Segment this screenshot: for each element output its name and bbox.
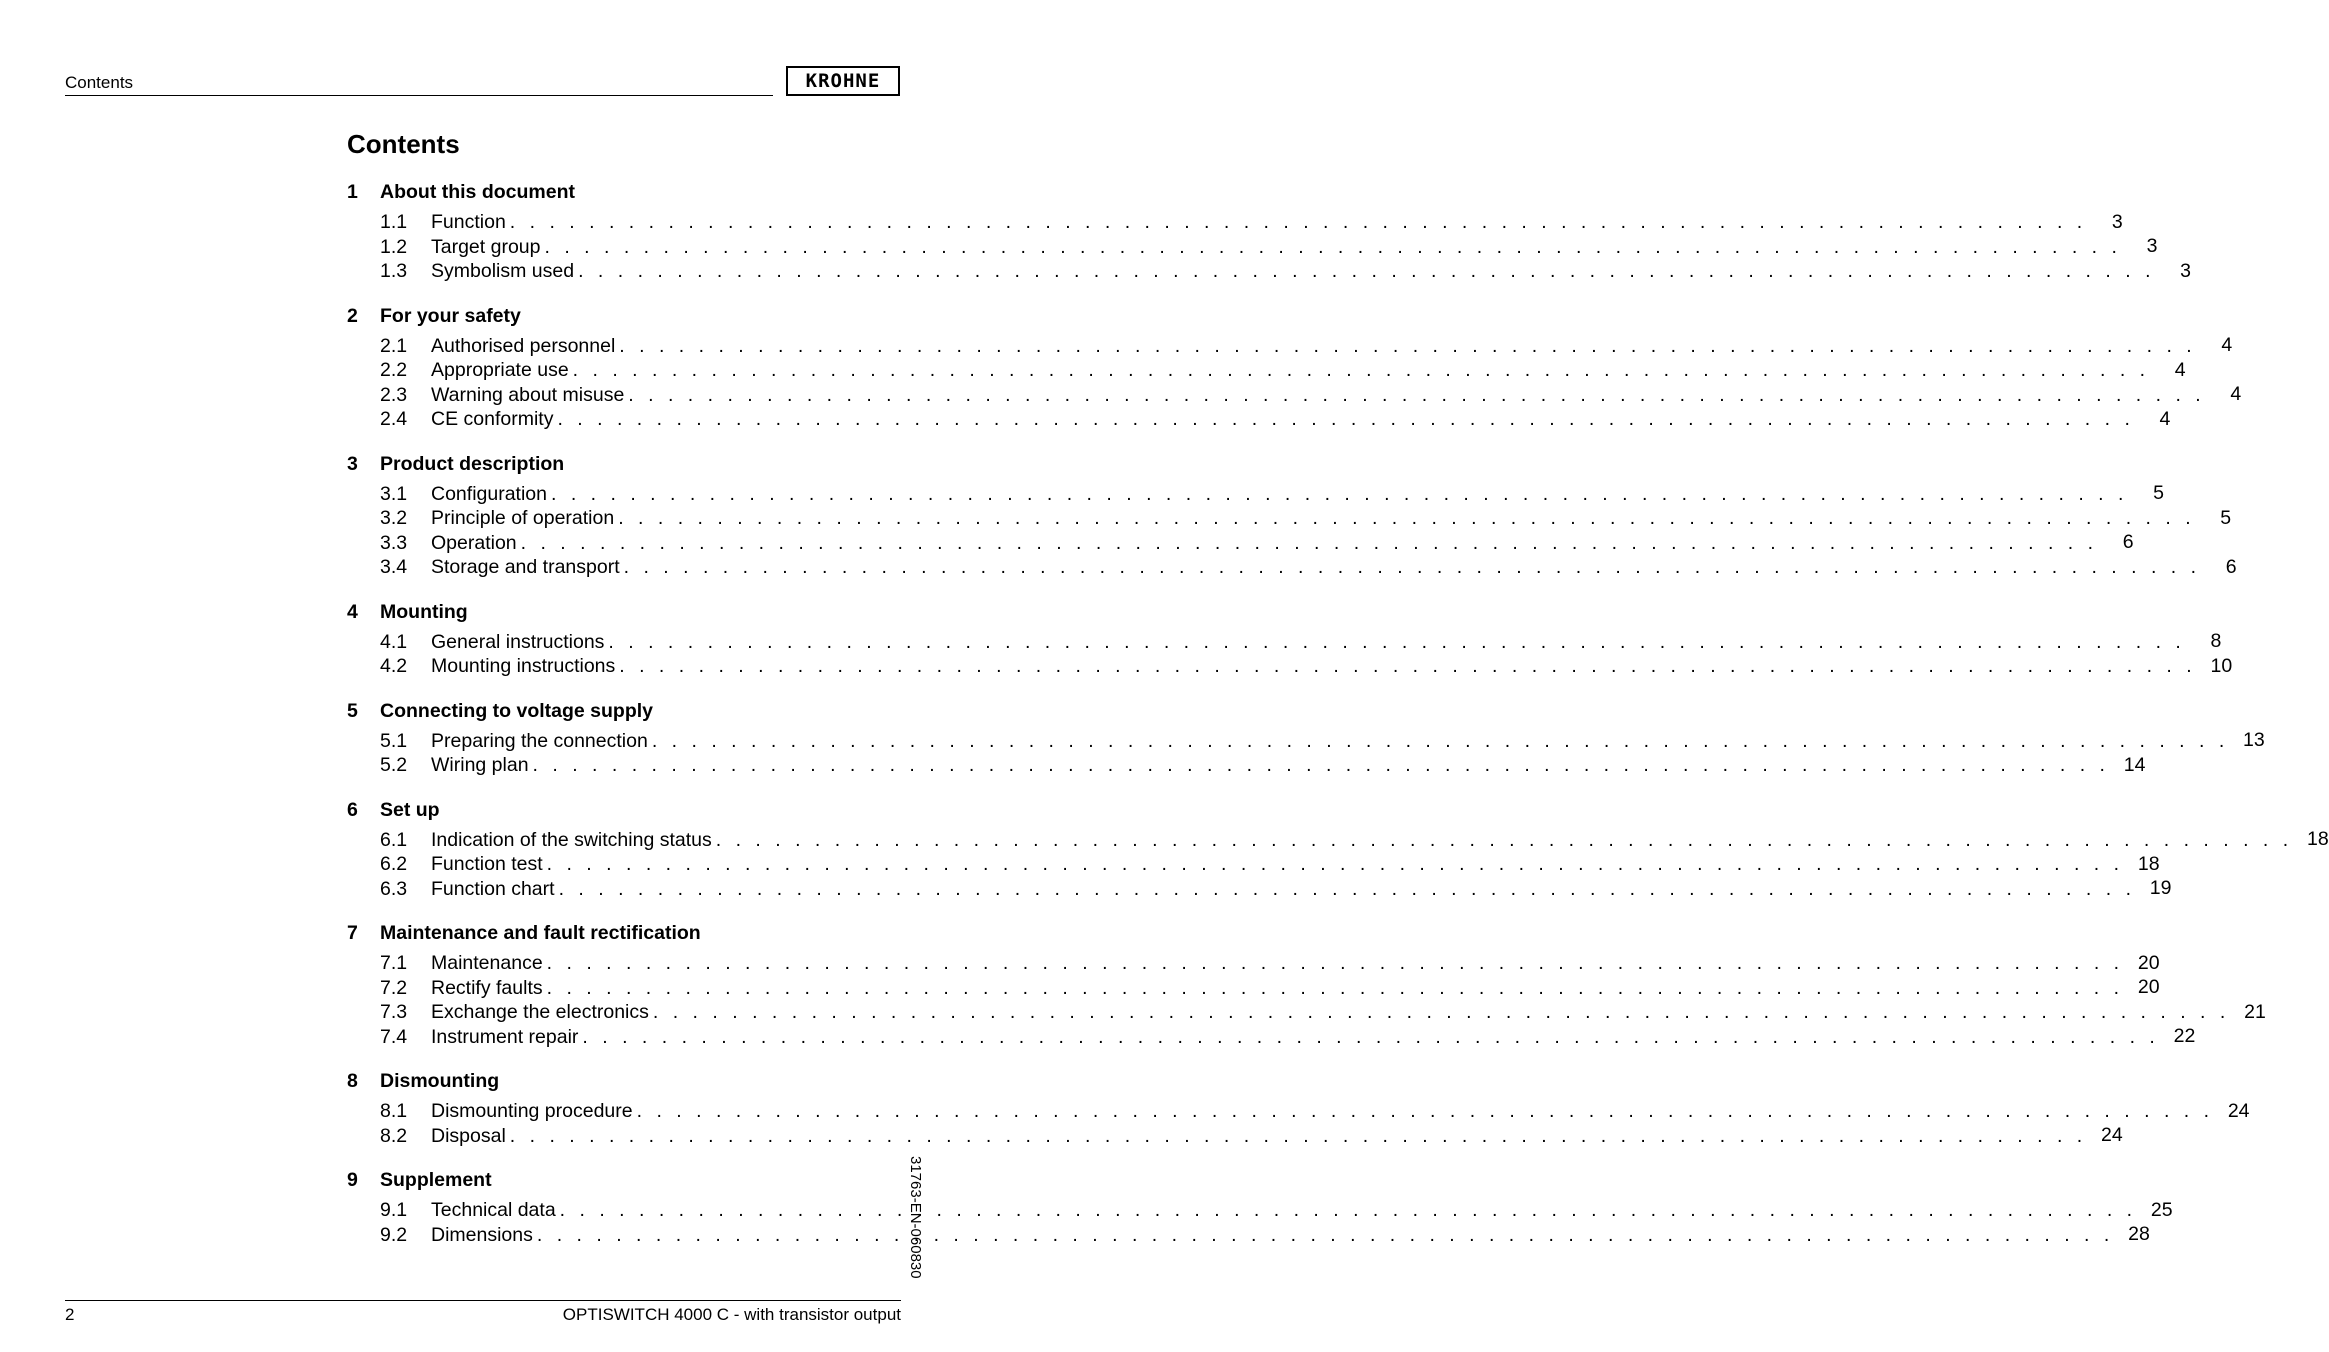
toc-chapter-number: 3 (347, 452, 358, 475)
toc-chapter-heading[interactable] (347, 180, 901, 204)
toc-chapter-number: 5 (347, 699, 358, 722)
toc-chapter-heading[interactable] (347, 1168, 901, 1192)
toc-entry-title: Wiring plan (431, 754, 529, 776)
toc-dot-leader: . . . . . . . . . . . . . . . . . . . . . . . . . . . . . . . . . . . . . . . . . . . . . . . . . . . . . . . . . . . . . . . . . . . . . . . . . . . . . . . . (544, 235, 2122, 258)
toc-chapter-heading[interactable] (347, 600, 901, 624)
toc-chapter-heading[interactable] (347, 452, 901, 476)
toc-entry-number: 2.3 (380, 383, 408, 406)
toc-dot-leader: . . . . . . . . . . . . . . . . . . . . . . . . . . . . . . . . . . . . . . . . . . . . . . . . . . . . . . . . . . . . . . . . . . . . . . . . . . . . . . . . (558, 877, 2136, 900)
toc-entry-page: 21 (2244, 1000, 2266, 1023)
toc-entry-page: 22 (2173, 1025, 2196, 1047)
toc-chapter-heading[interactable] (347, 1069, 901, 1093)
toc-entry[interactable] (347, 1198, 2173, 1223)
footer-page-number: 2 (65, 1305, 75, 1324)
toc-dot-leader: . . . . . . . . . . . . . . . . . . . . . . . . . . . . . . . . . . . . . . . . . . . . . . . . . . . . . . . . . . . . . . . . . . . . . . . . . . . . . . . . (546, 976, 2124, 999)
toc-entry-page: 4 (2221, 334, 2233, 356)
toc-chapter (347, 600, 2233, 679)
document-code: 31763-EN-060830 (907, 1156, 924, 1279)
header-rule (65, 95, 773, 96)
toc-chapter-title: Set up (380, 798, 440, 821)
toc-dot-leader: . . . . . . . . . . . . . . . . . . . . . . . . . . . . . . . . . . . . . . . . . . . . . . . . . . . . . . . . . . . . . . . . . . . . . . . . . . . . . . . . (509, 211, 2087, 233)
toc-entry-page: 4 (2159, 407, 2171, 430)
toc-entry-number: 3.2 (380, 507, 408, 529)
toc-entry-number: 6.2 (380, 853, 408, 875)
toc-dot-leader: . . . . . . . . . . . . . . . . . . . . . . . . . . . . . . . . . . . . . . . . . . . . . . . . . . . . . . . . . . . . . . . . . . . . . . . . . . . . . . . . (715, 828, 2293, 851)
toc-chapter-heading[interactable] (347, 798, 901, 822)
toc-entry-number: 1.1 (380, 211, 408, 233)
toc-chapter-number: 6 (347, 798, 358, 821)
toc-entry-number: 7.3 (380, 1001, 408, 1023)
header-title: Contents (65, 73, 134, 92)
toc-dot-leader: . . . . . . . . . . . . . . . . . . . . . . . . . . . . . . . . . . . . . . . . . . . . . . . . . . . . . . . . . . . . . . . . . . . . . . . . . . . . . . . . (652, 1001, 2230, 1023)
toc-entry-number: 2.4 (380, 408, 408, 430)
toc-entry-title: CE conformity (431, 408, 554, 430)
toc-chapter-number: 4 (347, 600, 358, 623)
toc-chapter-title: For your safety (380, 304, 521, 327)
toc-entry-number: 6.3 (380, 877, 408, 900)
toc-entry-page: 3 (2146, 235, 2158, 257)
toc-chapter-title: Product description (380, 452, 565, 475)
toc-entry-title: Maintenance (431, 952, 543, 974)
toc-dot-leader: . . . . . . . . . . . . . . . . . . . . . . . . . . . . . . . . . . . . . . . . . . . . . . . . . . . . . . . . . . . . . . . . . . . . . . . . . . . . . . . . (651, 729, 2229, 752)
toc-dot-leader: . . . . . . . . . . . . . . . . . . . . . . . . . . . . . . . . . . . . . . . . . . . . . . . . . . . . . . . . . . . . . . . . . . . . . . . . . . . . . . . . (532, 754, 2110, 776)
toc-entry-page: 6 (2122, 531, 2134, 553)
toc-entry[interactable] (347, 729, 2265, 754)
toc-entry-title: Indication of the switching status (431, 828, 712, 851)
toc-entry-number: 2.1 (380, 334, 408, 357)
toc-dot-leader: . . . . . . . . . . . . . . . . . . . . . . . . . . . . . . . . . . . . . . . . . . . . . . . . . . . . . . . . . . . . . . . . . . . . . . . . . . . . . . . . (608, 630, 2186, 653)
toc-entry[interactable] (347, 334, 2233, 359)
toc-entry-number: 5.2 (380, 754, 408, 776)
toc-entry-page: 28 (2128, 1223, 2150, 1245)
toc-entry-number: 8.1 (380, 1100, 408, 1122)
toc-entry-page: 3 (2111, 210, 2123, 233)
toc-chapter-heading[interactable] (347, 921, 901, 945)
toc-entry[interactable] (347, 407, 2171, 432)
toc-dot-leader: . . . . . . . . . . . . . . . . . . . . . . . . . . . . . . . . . . . . . . . . . . . . . . . . . . . . . . . . . . . . . . . . . . . . . . . . . . . . . . . . (623, 556, 2201, 578)
toc-chapter (347, 180, 2191, 284)
toc-entry[interactable] (347, 555, 2237, 580)
toc-chapter (347, 699, 2265, 778)
toc-entry-title: Authorised personnel (431, 334, 616, 357)
toc-entry-title: Configuration (431, 482, 547, 505)
toc-entry-title: Principle of operation (431, 507, 615, 529)
toc-chapter-number: 8 (347, 1070, 358, 1092)
toc-entry[interactable] (347, 654, 2233, 679)
toc-dot-leader: . . . . . . . . . . . . . . . . . . . . . . . . . . . . . . . . . . . . . . . . . . . . . . . . . . . . . . . . . . . . . . . . . . . . . . . . . . . . . . . . (520, 531, 2098, 554)
toc-dot-leader: . . . . . . . . . . . . . . . . . . . . . . . . . . . . . . . . . . . . . . . . . . . . . . . . . . . . . . . . . . . . . . . . . . . . . . . . . . . . . . . . (578, 260, 2155, 282)
toc-entry-page: 18 (2306, 828, 2329, 850)
toc-entry-page: 8 (2210, 630, 2222, 652)
toc-dot-leader: . . . . . . . . . . . . . . . . . . . . . . . . . . . . . . . . . . . . . . . . . . . . . . . . . . . . . . . . . . . . . . . . . . . . . . . . . . . . . . . . (619, 334, 2197, 357)
toc-entry-number: 3.4 (380, 556, 408, 578)
toc-entry[interactable] (347, 1025, 2196, 1050)
krohne-logo: KROHNE (786, 66, 900, 96)
toc-entry[interactable] (347, 976, 2160, 1001)
toc-entry-page: 5 (2153, 482, 2164, 504)
toc-entry-number: 4.1 (380, 630, 408, 653)
toc-entry-title: General instructions (431, 630, 605, 653)
toc-entry[interactable] (347, 1223, 2150, 1248)
toc-chapter-number: 2 (347, 304, 358, 327)
toc-entry-title: Target group (431, 235, 541, 258)
toc-entry-title: Function test (431, 853, 543, 875)
toc-entry[interactable] (347, 210, 2123, 235)
toc-entry[interactable] (347, 259, 2191, 284)
toc-entry-page: 18 (2137, 852, 2160, 875)
toc-dot-leader: . . . . . . . . . . . . . . . . . . . . . . . . . . . . . . . . . . . . . . . . . . . . . . . . . . . . . . . . . . . . . . . . . . . . . . . . . . . . . . . . (619, 655, 2197, 677)
toc-entry-title: Function (431, 211, 506, 233)
toc-chapter-number: 9 (347, 1169, 358, 1191)
toc-entry-title: Preparing the connection (431, 729, 648, 752)
toc-entry-page: 4 (2230, 383, 2242, 405)
toc-entry[interactable] (347, 482, 2164, 507)
toc-entry-number: 5.1 (380, 729, 408, 752)
toc-chapter (347, 798, 2329, 902)
toc-dot-leader: . . . . . . . . . . . . . . . . . . . . . . . . . . . . . . . . . . . . . . . . . . . . . . . . . . . . . . . . . . . . . . . . . . . . . . . . . . . . . . . . (636, 1100, 2214, 1122)
toc-entry-title: Rectify faults (431, 976, 543, 999)
toc-dot-leader: . . . . . . . . . . . . . . . . . . . . . . . . . . . . . . . . . . . . . . . . . . . . . . . . . . . . . . . . . . . . . . . . . . . . . . . . . . . . . . . . (618, 507, 2196, 529)
toc-entry-page: 10 (2210, 654, 2233, 677)
toc-entry[interactable] (347, 235, 2158, 260)
toc-entry-number: 7.4 (380, 1025, 408, 1048)
toc-dot-leader: . . . . . . . . . . . . . . . . . . . . . . . . . . . . . . . . . . . . . . . . . . . . . . . . . . . . . . . . . . . . . . . . . . . . . . . . . . . . . . . . (572, 359, 2150, 381)
toc-entry-title: Disposal (431, 1124, 506, 1147)
toc-entry-title: Instrument repair (431, 1025, 579, 1048)
toc-entry-page: 13 (2243, 729, 2265, 751)
toc-entry-title: Mounting instructions (431, 655, 616, 677)
toc-entry-page: 24 (2101, 1124, 2123, 1146)
toc-entry-number: 3.3 (380, 531, 408, 554)
toc-entry[interactable] (347, 531, 2134, 556)
footer-rule (65, 1300, 901, 1301)
toc-entry-number: 1.2 (380, 235, 408, 258)
footer-product-name: OPTISWITCH 4000 C - with transistor output (562, 1305, 901, 1324)
toc-chapter (347, 304, 2242, 432)
toc-chapter-title: Maintenance and fault rectification (380, 922, 701, 944)
toc-dot-leader: . . . . . . . . . . . . . . . . . . . . . . . . . . . . . . . . . . . . . . . . . . . . . . . . . . . . . . . . . . . . . . . . . . . . . . . . . . . . . . . . (509, 1124, 2087, 1147)
toc-entry-number: 2.2 (380, 359, 408, 381)
toc-entry-title: Symbolism used (431, 260, 575, 282)
toc-entry-title: Function chart (431, 877, 555, 900)
toc-entry-title: Technical data (431, 1199, 556, 1221)
toc-chapter (347, 452, 2237, 580)
toc-chapter-title: Connecting to voltage supply (380, 699, 654, 722)
toc-entry-number: 7.2 (380, 976, 408, 999)
toc-entry-page: 3 (2180, 259, 2191, 282)
toc-dot-leader: . . . . . . . . . . . . . . . . . . . . . . . . . . . . . . . . . . . . . . . . . . . . . . . . . . . . . . . . . . . . . . . . . . . . . . . . . . . . . . . . (582, 1025, 2160, 1048)
toc-entry-page: 14 (2123, 753, 2146, 776)
toc-entry-title: Dimensions (431, 1223, 533, 1246)
toc-entry-page: 25 (2150, 1198, 2173, 1221)
toc-chapter-heading[interactable] (347, 699, 901, 723)
toc-dot-leader: . . . . . . . . . . . . . . . . . . . . . . . . . . . . . . . . . . . . . . . . . . . . . . . . . . . . . . . . . . . . . . . . . . . . . . . . . . . . . . . . (546, 952, 2124, 974)
toc-entry-title: Dismounting procedure (431, 1100, 633, 1122)
toc-chapter-number: 7 (347, 922, 358, 944)
toc-entry-page: 20 (2137, 976, 2160, 998)
toc-entry-title: Warning about misuse (431, 383, 625, 406)
toc-entry[interactable] (347, 753, 2146, 778)
toc-entry-title: Storage and transport (431, 556, 620, 578)
toc-entry[interactable] (347, 1099, 2250, 1124)
toc-entry-page: 20 (2137, 951, 2160, 974)
page-title: Contents (347, 129, 460, 159)
toc-chapter-title: Supplement (380, 1169, 492, 1191)
toc-entry[interactable] (347, 506, 2232, 531)
toc-entry-number: 1.3 (380, 260, 408, 282)
toc-entry-page: 4 (2174, 358, 2186, 381)
toc-entry-page: 5 (2220, 506, 2232, 529)
toc-chapter-number: 1 (347, 181, 358, 203)
toc-entry[interactable] (347, 877, 2172, 902)
toc-entry-number: 9.2 (380, 1223, 408, 1246)
toc-entry[interactable] (347, 383, 2242, 408)
toc-entry[interactable] (347, 1000, 2266, 1025)
toc-entry-number: 4.2 (380, 655, 408, 677)
toc-entry-page: 19 (2149, 877, 2172, 899)
toc-entry[interactable] (347, 951, 2160, 976)
toc-entry[interactable] (347, 852, 2160, 877)
toc-dot-leader: . . . . . . . . . . . . . . . . . . . . . . . . . . . . . . . . . . . . . . . . . . . . . . . . . . . . . . . . . . . . . . . . . . . . . . . . . . . . . . . . (551, 482, 2128, 505)
toc-chapter (347, 921, 2266, 1049)
toc-entry-number: 7.1 (380, 952, 408, 974)
toc-dot-leader: . . . . . . . . . . . . . . . . . . . . . . . . . . . . . . . . . . . . . . . . . . . . . . . . . . . . . . . . . . . . . . . . . . . . . . . . . . . . . . . . (628, 383, 2206, 406)
toc-entry-number: 6.1 (380, 828, 408, 851)
toc-chapter-title: Dismounting (380, 1070, 500, 1092)
toc-chapter (347, 1069, 2250, 1148)
toc-entry-number: 8.2 (380, 1124, 408, 1147)
toc-dot-leader: . . . . . . . . . . . . . . . . . . . . . . . . . . . . . . . . . . . . . . . . . . . . . . . . . . . . . . . . . . . . . . . . . . . . . . . . . . . . . . . . (536, 1223, 2114, 1246)
toc-entry[interactable] (347, 630, 2222, 655)
toc-entry-title: Appropriate use (431, 359, 569, 381)
toc-entry[interactable] (347, 1124, 2123, 1149)
toc-entry-title: Exchange the electronics (431, 1001, 649, 1023)
toc-chapter-title: About this document (380, 181, 575, 203)
toc-entry[interactable] (347, 828, 2329, 853)
toc-chapter-title: Mounting (380, 600, 468, 623)
toc-entry-title: Operation (431, 531, 517, 554)
toc-entry-page: 6 (2225, 555, 2237, 578)
toc-entry-number: 3.1 (380, 482, 408, 505)
toc-dot-leader: . . . . . . . . . . . . . . . . . . . . . . . . . . . . . . . . . . . . . . . . . . . . . . . . . . . . . . . . . . . . . . . . . . . . . . . . . . . . . . . . (557, 408, 2135, 430)
toc-entry-page: 24 (2227, 1099, 2250, 1122)
toc-dot-leader: . . . . . . . . . . . . . . . . . . . . . . . . . . . . . . . . . . . . . . . . . . . . . . . . . . . . . . . . . . . . . . . . . . . . . . . . . . . . . . . . (559, 1199, 2137, 1221)
toc-entry-number: 9.1 (380, 1199, 408, 1221)
toc-dot-leader: . . . . . . . . . . . . . . . . . . . . . . . . . . . . . . . . . . . . . . . . . . . . . . . . . . . . . . . . . . . . . . . . . . . . . . . . . . . . . . . . (546, 853, 2124, 875)
toc-chapter-heading[interactable] (347, 304, 901, 328)
toc-entry[interactable] (347, 358, 2186, 383)
